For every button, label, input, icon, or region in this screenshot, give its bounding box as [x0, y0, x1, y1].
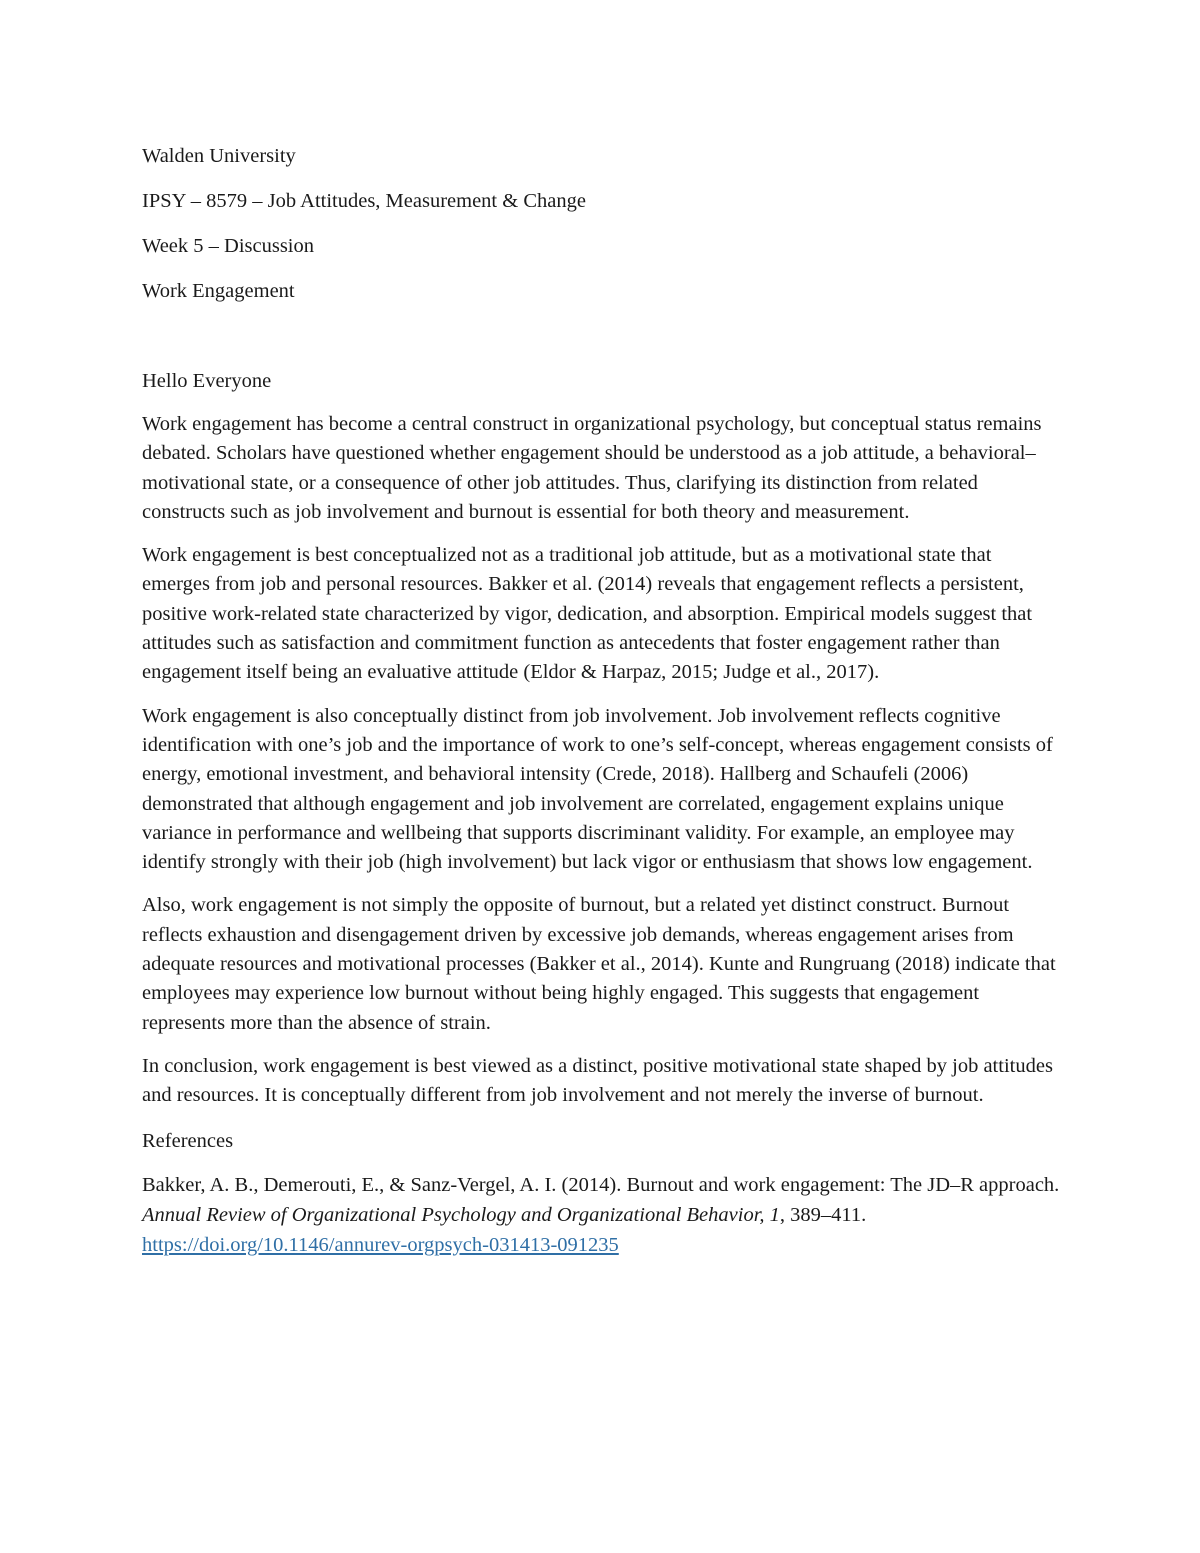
greeting: Hello Everyone [142, 370, 272, 392]
paragraph: Work engagement is also conceptually distinct from job involvement. Job involvement reflects cognitive identification with one’s job and the importance of work to one’s self-concept, whereas engagement consists of energy, emotional investment, and behavioral intensity (Crede, 2018). Hallberg and Schaufeli (2006) demonstrated that although engagement and job involvement are correlated, engagement explains unique variance in performance and wellbeing that supports discriminant validity. For example, an employee may identify strongly with their job (high involvement) but lack vigor or enthusiasm that shows low engagement. [142, 704, 1053, 874]
week-label: Week 5 – Discussion [142, 235, 315, 257]
paragraph: Work engagement has become a central construct in organizational psychology, but conceptual status remains debated. Scholars have questioned whether engagement should be understood as a job attitude, a behavioral–motivational state, or a consequence of other job attitudes. Thus, clarifying its distinction from related constructs such as job involvement and burnout is essential for both theory and measurement. [142, 413, 1042, 523]
reference-authors-title: Bakker, A. B., Demerouti, E., & Sanz-Vergel, A. I. (2014). Burnout and work engagement: The JD–R approach. [142, 1173, 1060, 1196]
references-heading: References [142, 1129, 234, 1152]
document-page [142, 140, 1062, 1260]
paragraph: Also, work engagement is not simply the opposite of burnout, but a related yet distinct construct. Burnout reflects exhaustion and disengagement driven by excessive job demands, whereas engagement arises from adequate resources and motivational processes (Bakker et al., 2014). Kunte and Rungruang (2018) indicate that employees may experience low burnout without being highly engaged. This suggests that engagement represents more than the absence of strain. [142, 894, 1056, 1034]
institution-name: Walden University [142, 145, 296, 167]
reference-journal: Annual Review of Organizational Psychology and Organizational Behavior, 1 [142, 1203, 780, 1226]
paragraph: In conclusion, work engagement is best viewed as a distinct, positive motivational state shaped by job attitudes and resources. It is conceptually different from job involvement and not merely the inverse of burnout. [142, 1054, 1053, 1107]
reference-entry [142, 1170, 1062, 1260]
paragraph: Work engagement is best conceptualized not as a traditional job attitude, but as a motivational state that emerges from job and personal resources. Bakker et al. (2014) reveals that engagement reflects a persistent, positive work-related state characterized by vigor, dedication, and absorption. Empirical models suggest that attitudes such as satisfaction and commitment function as antecedents that foster engagement rather than engagement itself being an evaluative attitude (Eldor & Harpaz, 2015; Judge et al., 2017). [142, 544, 1033, 684]
blank-line [142, 320, 1062, 365]
reference-pages: , 389–411. [779, 1203, 867, 1226]
discussion-topic: Work Engagement [142, 280, 295, 302]
course-title: IPSY – 8579 – Job Attitudes, Measurement & Change [142, 190, 586, 212]
reference-doi-link[interactable]: https://doi.org/10.1146/annurev-orgpsych-031413-091235 [142, 1233, 619, 1256]
